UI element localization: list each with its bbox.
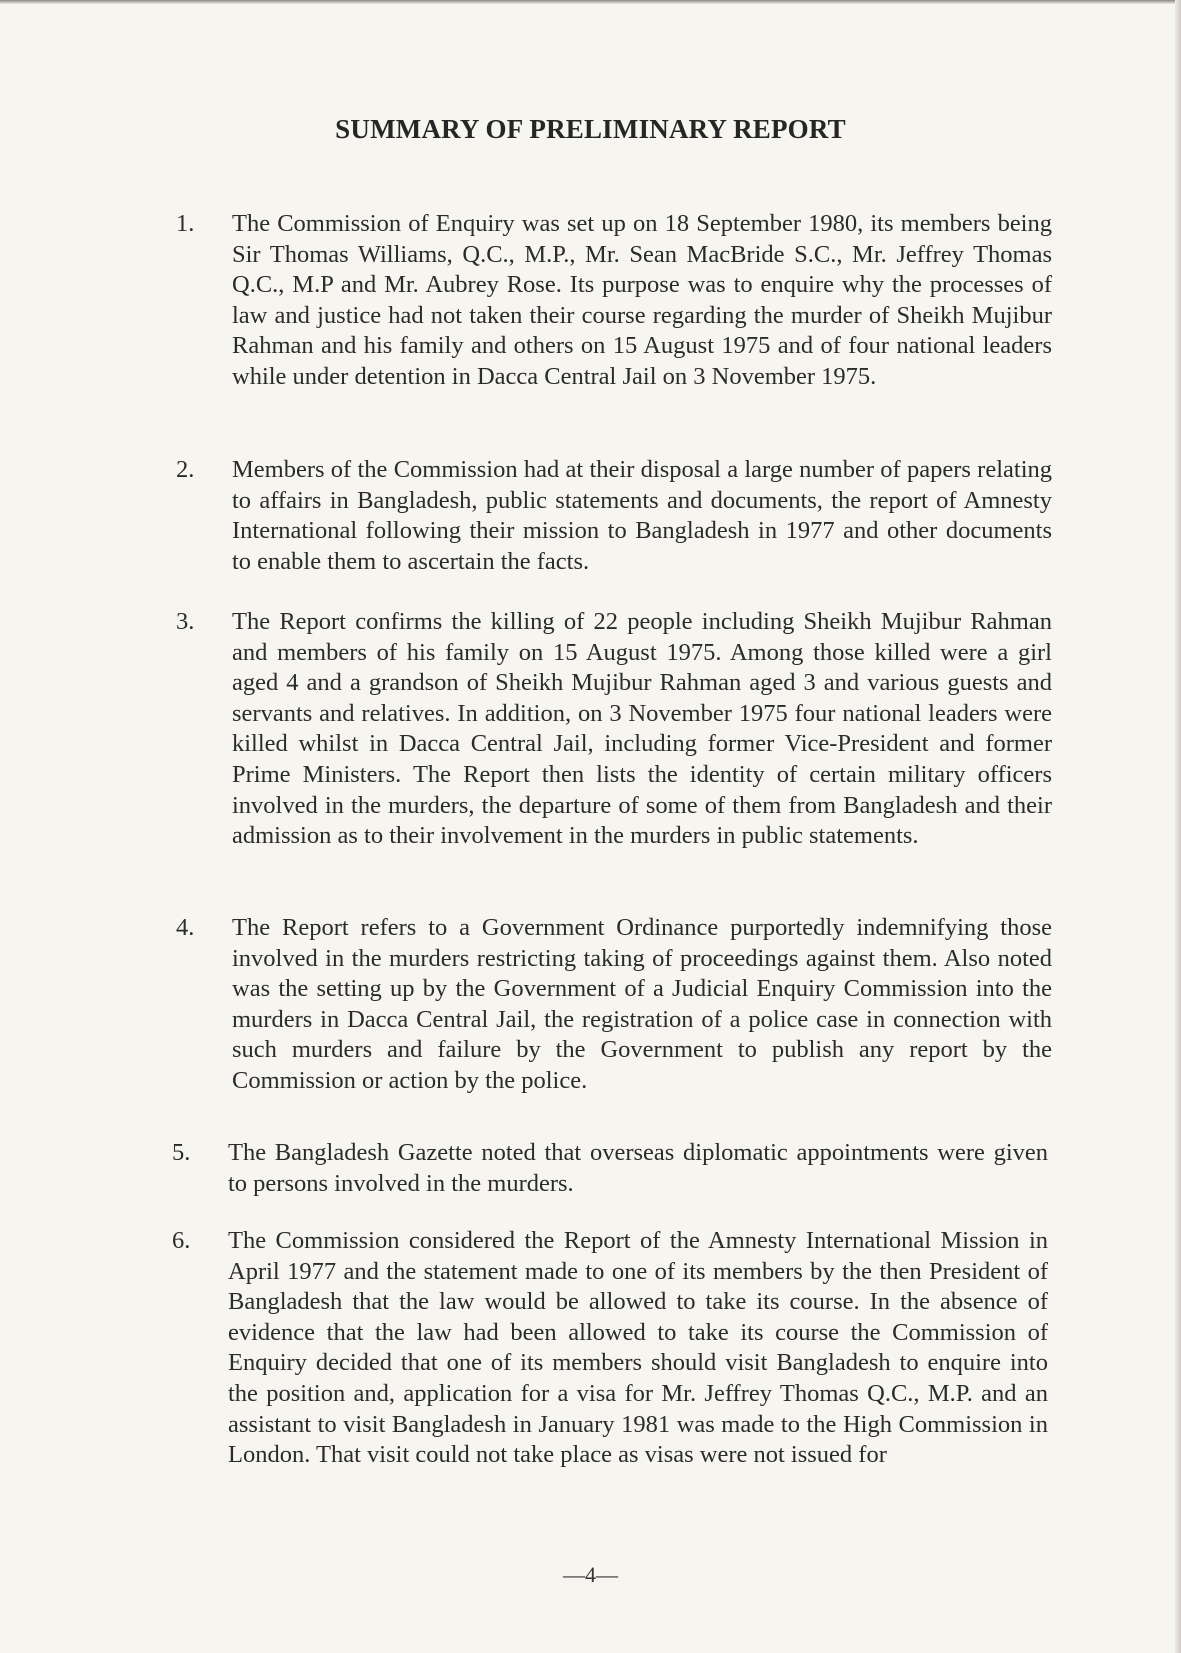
numbered-paragraph xyxy=(172,1226,1048,1471)
paragraph-text: The Report refers to a Government Ordinance purportedly indemnifying those involved in the murders restricting taking of proceedings against them. Also noted was the setting up by the Government of a Judicial Enquiry Commission into the murders in Dacca Central Jail, the registration of a police case in connection with such murders and failure by the Government to publish any report by the Commission or action by the police. xyxy=(232,914,1052,1094)
page-right-edge xyxy=(1175,0,1181,1653)
numbered-paragraph xyxy=(176,607,1052,852)
numbered-paragraph xyxy=(176,913,1052,1097)
document-title: SUMMARY OF PRELIMINARY REPORT xyxy=(335,114,846,144)
page-number: —4— xyxy=(563,1562,618,1587)
numbered-paragraph xyxy=(176,209,1052,393)
paragraph-number: 4. xyxy=(176,914,195,941)
paragraph-text: The Report confirms the killing of 22 people including Sheikh Mujibur Rahman and members of his family on 15 August 1975. Among those killed were a girl aged 4 and a grandson of Sheikh Mujibur Rahman aged 3 and various guests and servants and relatives. In addition, on 3 November 1975 four national leaders were killed whilst in Dacca Central Jail, including former Vice-President and former Prime Ministers. The Report then lists the identity of certain military officers involved in the murders, the departure of some of them from Bangladesh and their admission as to their involvement in the murders in public statements. xyxy=(232,608,1052,850)
paragraph-text: The Commission considered the Report of the Amnesty International Mission in April 1977 and the statement made to one of its members by the then President of Bangladesh that the law would be allowed to take its course. In the absence of evidence that the law had been allowed to take its course the Commission of Enquiry decided that one of its members should visit Bangladesh to enquire into the position and, application for a visa for Mr. Jeffrey Thomas Q.C., M.P. and an assistant to visit Bangladesh in January 1981 was made to the High Commission in London. That visit could not take place as visas were not issued for xyxy=(228,1227,1048,1469)
paragraph-number: 2. xyxy=(176,456,195,483)
paragraph-text: The Bangladesh Gazette noted that overseas diplomatic appointments were given to persons involved in the murders. xyxy=(228,1139,1048,1197)
numbered-paragraph xyxy=(172,1138,1048,1199)
numbered-paragraph xyxy=(176,455,1052,577)
paragraph-text: The Commission of Enquiry was set up on 18 September 1980, its members being Sir Thomas Williams, Q.C., M.P., Mr. Sean MacBride S.C., Mr. Jeffrey Thomas Q.C., M.P and Mr. Aubrey Rose. Its purpose was to enquire why the processes of law and justice had not taken their course regarding the murder of Sheikh Mujibur Rahman and his family and others on 15 August 1975 and of four national leaders while under detention in Dacca Central Jail on 3 November 1975. xyxy=(232,210,1052,390)
paragraph-text: Members of the Commission had at their disposal a large number of papers relating to affairs in Bangladesh, public statements and documents, the report of Amnesty International following their mission to Bangladesh in 1977 and other documents to enable them to ascertain the facts. xyxy=(232,456,1052,575)
paragraph-number: 1. xyxy=(176,210,195,237)
paragraph-number: 3. xyxy=(176,608,195,635)
paragraph-number: 6. xyxy=(172,1227,191,1254)
page-top-edge xyxy=(0,0,1181,4)
paragraph-number: 5. xyxy=(172,1139,191,1166)
